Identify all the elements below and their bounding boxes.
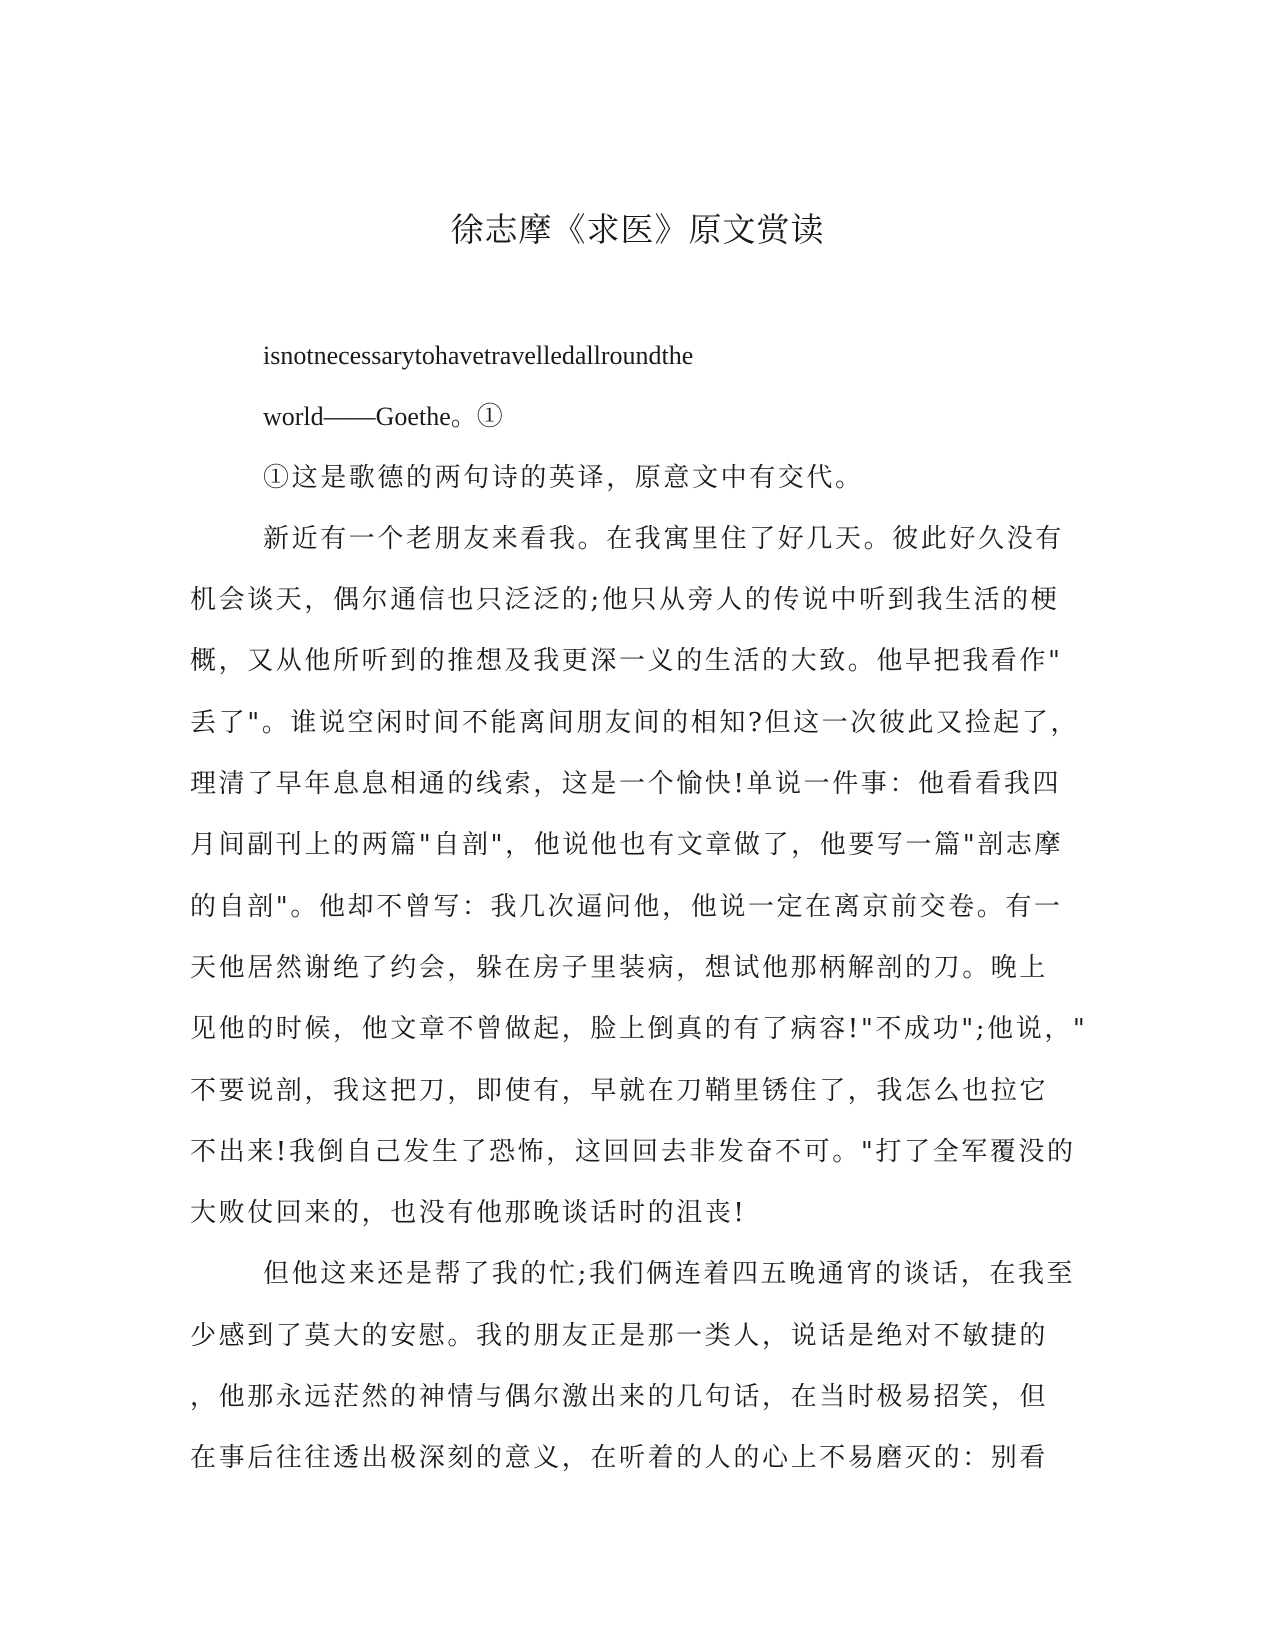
text-line: 见他的时候，他文章不曾做起，脸上倒真的有了病容!"不成功";他说，"	[190, 1014, 1088, 1045]
document-title: 徐志摩《求医》原文赏读	[450, 210, 825, 249]
text-line: 新近有一个老朋友来看我。在我寓里住了好几天。彼此好久没有	[263, 523, 1064, 554]
text-line: isnotnecessarytohavetravelledallroundthe	[263, 341, 694, 370]
text-line: 丢了"。谁说空闲时间不能离间朋友间的相知?但这一次彼此又捡起了，	[190, 707, 1080, 738]
text-line: 天他居然谢绝了约会，躲在房子里装病，想试他那柄解剖的刀。晚上	[190, 952, 1049, 983]
text-line: 不出来!我倒自己发生了恐怖，这回回去非发奋不可。"打了全军覆没的	[190, 1136, 1076, 1167]
text-line: 大败仗回来的，也没有他那晚谈话时的沮丧!	[190, 1198, 747, 1229]
text-line: 的自剖"。他却不曾写：我几次逼问他，他说一定在离京前交卷。有一	[190, 891, 1063, 922]
text-line: world——Goethe。①	[263, 402, 503, 432]
text-line: 在事后往往透出极深刻的意义，在听着的人的心上不易磨灭的：别看	[190, 1443, 1049, 1474]
text-line: 概，又从他所听到的推想及我更深一义的生活的大致。他早把我看作"	[190, 646, 1063, 677]
text-line: 理清了早年息息相通的线索，这是一个愉快!单说一件事：他看看我四	[190, 769, 1062, 800]
text-line: ①这是歌德的两句诗的英译，原意文中有交代。	[263, 462, 864, 493]
text-line: 月间副刊上的两篇"自剖"，他说他也有文章做了，他要写一篇"剖志摩	[190, 830, 1064, 861]
text-line: 机会谈天，偶尔通信也只泛泛的;他只从旁人的传说中听到我生活的梗	[190, 585, 1060, 616]
text-line: ，他那永远茫然的神情与偶尔激出来的几句话，在当时极易招笑，但	[190, 1382, 1049, 1413]
text-line: 不要说剖，我这把刀，即使有，早就在刀鞘里锈住了，我怎么也拉它	[190, 1075, 1049, 1106]
text-line: 少感到了莫大的安慰。我的朋友正是那一类人，说话是绝对不敏捷的	[190, 1320, 1049, 1351]
text-line: 但他这来还是帮了我的忙;我们俩连着四五晚通宵的谈话，在我至	[263, 1259, 1076, 1290]
document-body	[190, 325, 1090, 1490]
